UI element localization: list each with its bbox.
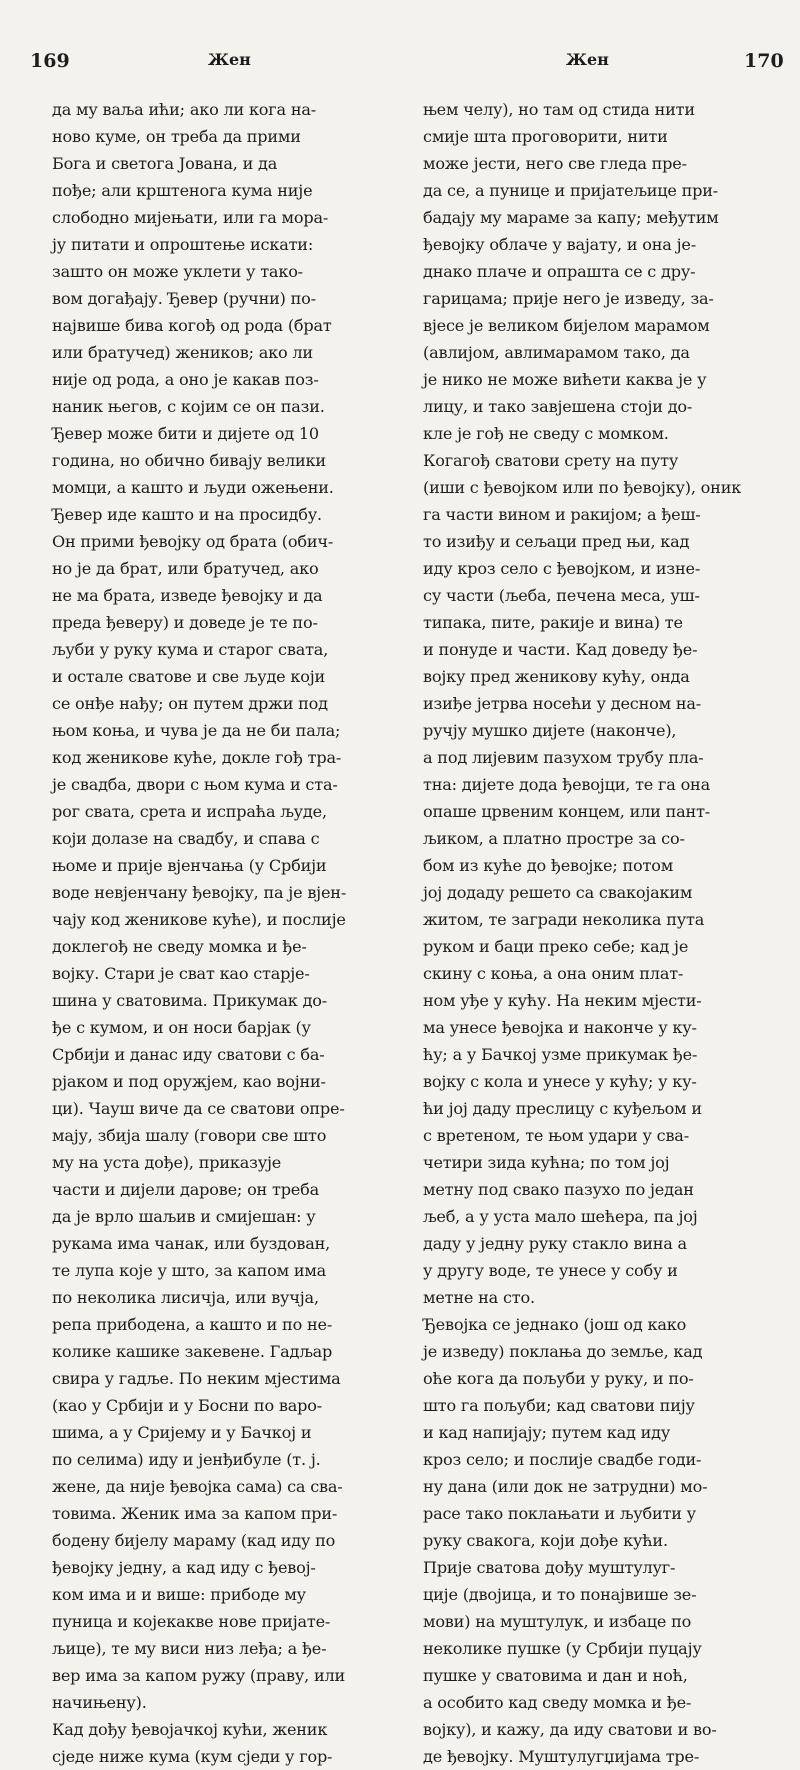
text-line: товима. Женик има за капом при- bbox=[52, 1504, 338, 1523]
text-line: њом коња, и чува је да не би пала; bbox=[52, 721, 341, 740]
text-line: не ма брата, изведе ђевојку и да bbox=[52, 586, 323, 605]
text-line: вом догађају. Ђевер (ручни) по- bbox=[52, 289, 316, 308]
text-line: опаше црвеним концем, или пант- bbox=[423, 802, 711, 821]
text-line: није од рода, а оно је какав поз- bbox=[52, 370, 319, 389]
text-line: преда ђеверу) и доведе је те по- bbox=[52, 613, 318, 632]
text-line: ручју мушко дијете (накончe), bbox=[423, 721, 677, 740]
text-line: слободно мијењати, или га мора- bbox=[52, 208, 329, 227]
text-line: сједе ниже кума (кум сједи у гор- bbox=[52, 1747, 333, 1766]
text-line: бодену бијелу мараму (кад иду по bbox=[52, 1531, 336, 1550]
text-line: четири зида кућна; по том јој bbox=[423, 1153, 670, 1172]
text-line: наник његов, с којим се он пази. bbox=[52, 397, 325, 416]
text-line: бадају му мараме за капу; међутим bbox=[423, 208, 719, 227]
text-line: Когагођ сватови срету на путу bbox=[423, 451, 679, 470]
text-line: вер има за капом ружу (праву, или bbox=[52, 1666, 346, 1685]
text-line: шина у сватовима. Прикумак до- bbox=[52, 991, 328, 1010]
text-line: лицу, и тако завјешена стоји до- bbox=[423, 397, 693, 416]
text-line: да се, а пунице и пријатељице при- bbox=[423, 181, 719, 200]
right-running-head: Жен bbox=[566, 50, 609, 69]
text-line: с вретеном, те њом удари у сва- bbox=[423, 1126, 689, 1145]
text-line: ном уђе у кућу. На неким мјести- bbox=[423, 991, 702, 1010]
text-line: је свадба, двори с њом кума и ста- bbox=[52, 775, 338, 794]
text-line: шима, а у Сријему и у Бачкој и bbox=[52, 1423, 312, 1442]
text-line: у другу воде, те унесе у собу и bbox=[423, 1261, 678, 1280]
text-line: Ђевојка се једнако (још од како bbox=[423, 1315, 687, 1334]
text-line: који долазе на свадбу, и спава с bbox=[52, 829, 320, 848]
text-line: расе тако поклањати и љубити у bbox=[423, 1504, 696, 1523]
text-line: свира у гадље. По неким мјестима bbox=[52, 1369, 341, 1388]
text-line: се онђе нађу; он путем држи под bbox=[52, 694, 328, 713]
text-line: начињену). bbox=[52, 1693, 147, 1712]
text-line: мају, збија шалу (говори све што bbox=[52, 1126, 327, 1145]
text-line: кле је гођ не сведу с момком. bbox=[423, 424, 669, 443]
text-line: војку с кола и унесе у кућу; у ку- bbox=[423, 1072, 697, 1091]
text-line: љуби у руку кума и старог свата, bbox=[52, 640, 329, 659]
text-line: кроз село; и послије свадбе годи- bbox=[423, 1450, 702, 1469]
text-line: ђе с кумом, и он носи барјак (у bbox=[52, 1018, 311, 1037]
text-line: но је да брат, или братучед, ако bbox=[52, 559, 319, 578]
text-line: ције (двојица, и то понајвише зе- bbox=[423, 1585, 697, 1604]
text-line: ћу; а у Бачкој узме прикумак ђе- bbox=[423, 1045, 698, 1064]
text-line: метну под свако пазухо по један bbox=[423, 1180, 694, 1199]
text-line: вјесе је великом бијелом марамом bbox=[423, 316, 710, 335]
left-text-column bbox=[52, 96, 398, 1770]
text-line: пуница и којекакве нове пријате- bbox=[52, 1612, 331, 1631]
right-page-number: 170 bbox=[744, 50, 784, 72]
text-line: неколике пушке (у Србији пуцају bbox=[423, 1639, 702, 1658]
text-line: Србији и данас иду сватови с ба- bbox=[52, 1045, 325, 1064]
text-line: Прије сватова дођу муштулуг- bbox=[423, 1558, 676, 1577]
right-text-column bbox=[423, 96, 773, 1770]
text-line: чају код женикове куће), и послије bbox=[52, 910, 346, 929]
text-line: Бога и светога Јована, и да bbox=[52, 154, 278, 173]
text-line: гарицама; прије него је изведу, за- bbox=[423, 289, 714, 308]
text-line: њоме и прије вјенчања (у Србији bbox=[52, 856, 327, 875]
text-line: да је врло шаљив и смијешан: у bbox=[52, 1207, 316, 1226]
text-line: највише бива когођ од рода (брат bbox=[52, 316, 332, 335]
text-line: Ђевер може бити и дијете од 10 bbox=[52, 424, 319, 443]
text-line: и остале сватове и све људе који bbox=[52, 667, 326, 686]
text-line: (иши с ђевојком или по ђевојку), оник bbox=[423, 478, 742, 497]
text-line: те лупа које у што, за капом има bbox=[52, 1261, 327, 1280]
text-line: а под лијевим пазухом трубу пла- bbox=[423, 748, 704, 767]
text-line: рјаком и под оружјем, као војни- bbox=[52, 1072, 326, 1091]
text-line: (авлијом, авлимарамом тако, да bbox=[423, 343, 690, 362]
text-line: љиком, а платно простре за со- bbox=[423, 829, 685, 848]
text-line: може јести, него све гледа пре- bbox=[423, 154, 687, 173]
text-line: година, но обично биваjу велики bbox=[52, 451, 326, 470]
text-line: скину с коња, а она оним плат- bbox=[423, 964, 684, 983]
text-line: љеб, а у уста мало шећера, па јој bbox=[423, 1207, 698, 1226]
text-line: пушке у сватовима и дан и ноћ, bbox=[423, 1666, 688, 1685]
text-line: метне на сто. bbox=[423, 1288, 535, 1307]
text-line: су части (љеба, печена меса, уш- bbox=[423, 586, 700, 605]
text-line: Ђевер иде кашто и на просидбу. bbox=[52, 505, 322, 524]
text-line: тна: дијете дода ђевојци, те га она bbox=[423, 775, 710, 794]
text-line: му на уста дође), приказује bbox=[52, 1153, 282, 1172]
text-line: ново куме, он треба да прими bbox=[52, 127, 301, 146]
text-line: и кад напијају; путем кад иду bbox=[423, 1423, 671, 1442]
text-line: или братучед) жеников; ако ли bbox=[52, 343, 313, 362]
text-line: војку пред женикову кућу, онда bbox=[423, 667, 690, 686]
text-line: момци, а кашто и људи ожењени. bbox=[52, 478, 334, 497]
text-line: воде невјенчану ђевојку, па је вјен- bbox=[52, 883, 347, 902]
text-line: (као у Србији и у Босни по варо- bbox=[52, 1396, 322, 1415]
text-line: да му ваља ићи; ако ли кога на- bbox=[52, 100, 316, 119]
text-line: ђевојку једну, а кад иду с ђевој- bbox=[52, 1558, 316, 1577]
text-line: рукама има чанак, или буздован, bbox=[52, 1234, 331, 1253]
text-line: руком и баци преко себе; кад је bbox=[423, 937, 689, 956]
text-line: ју питати и опроштење искати: bbox=[52, 235, 314, 254]
text-line: бом из куће до ђевојке; потом bbox=[423, 856, 674, 875]
text-line: рог свата, срета и испраћа људе, bbox=[52, 802, 327, 821]
text-line: мови) на муштулук, и избаце по bbox=[423, 1612, 692, 1631]
text-line: ну дана (или док не затрудни) мо- bbox=[423, 1477, 708, 1496]
text-line: то изиђу и сељаци пред њи, кад bbox=[423, 532, 690, 551]
text-line: репа прибодена, а кашто и по не- bbox=[52, 1315, 333, 1334]
text-line: и понуде и части. Кад доведу ђе- bbox=[423, 640, 698, 659]
text-line: јој додаду решето са свакојаким bbox=[423, 883, 693, 902]
text-line: војку), и кажу, да иду сватови и во- bbox=[423, 1720, 717, 1739]
text-line: војку. Стари је сват као старје- bbox=[52, 964, 310, 983]
text-line: ком има и и више: прибоде му bbox=[52, 1585, 306, 1604]
text-line: Кад дођу ђевојачкој кући, женик bbox=[52, 1720, 328, 1739]
text-line: изиђе јетрва носећи у десном на- bbox=[423, 694, 701, 713]
text-line: је изведу) поклања до земље, кад bbox=[423, 1342, 703, 1361]
text-line: руку свакога, који дође кући. bbox=[423, 1531, 668, 1550]
text-line: части и дијели дарове; он треба bbox=[52, 1180, 320, 1199]
text-line: ђевојку облаче у вајату, и она је- bbox=[423, 235, 696, 254]
text-line: оће кога да пољуби у руку, и по- bbox=[423, 1369, 694, 1388]
text-line: ци). Чауш виче да се сватови опре- bbox=[52, 1099, 345, 1118]
text-line: типака, пите, ракије и вина) те bbox=[423, 613, 683, 632]
text-line: Он прими ђевојку од брата (обич- bbox=[52, 532, 334, 551]
text-line: днако плаче и опрашта се с дру- bbox=[423, 262, 696, 281]
text-line: зашто он може уклети у тако- bbox=[52, 262, 303, 281]
left-running-head: Жен bbox=[208, 50, 251, 69]
text-line: доклегођ не сведу момка и ђе- bbox=[52, 937, 307, 956]
text-line: је нико не може вићети каква је у bbox=[423, 370, 707, 389]
text-line: пође; али крштенога кума није bbox=[52, 181, 313, 200]
text-line: даду у једну руку стакло вина а bbox=[423, 1234, 687, 1253]
text-line: по неколика лисичја, или вучја, bbox=[52, 1288, 319, 1307]
text-line: ћи јој даду преслицу с куђељом и bbox=[423, 1099, 702, 1118]
left-page-number: 169 bbox=[30, 50, 70, 72]
text-line: жене, да није ђевојка сама) са сва- bbox=[52, 1477, 343, 1496]
text-line: код женикове куће, докле гођ тра- bbox=[52, 748, 342, 767]
text-line: житом, те загради неколика пута bbox=[423, 910, 705, 929]
text-line: а особито кад сведу момка и ђе- bbox=[423, 1693, 692, 1712]
text-line: колике кашике закевене. Гадљар bbox=[52, 1342, 333, 1361]
text-line: што га пољуби; кад сватови пију bbox=[423, 1396, 695, 1415]
text-line: га части вином и ракијом; а ђеш- bbox=[423, 505, 701, 524]
text-line: њем челу), но там од стида нити bbox=[423, 100, 695, 119]
text-line: де ђевојку. Муштулугџијама тре- bbox=[423, 1747, 700, 1766]
text-line: смије шта проговорити, нити bbox=[423, 127, 668, 146]
text-line: љице), те му виси низ леђа; а ђе- bbox=[52, 1639, 327, 1658]
text-line: ма унесе ђевојка и накончe у ку- bbox=[423, 1018, 697, 1037]
text-line: по селима) иду и јенђибуле (т. ј. bbox=[52, 1450, 321, 1469]
text-line: иду кроз село с ђевојком, и изне- bbox=[423, 559, 701, 578]
